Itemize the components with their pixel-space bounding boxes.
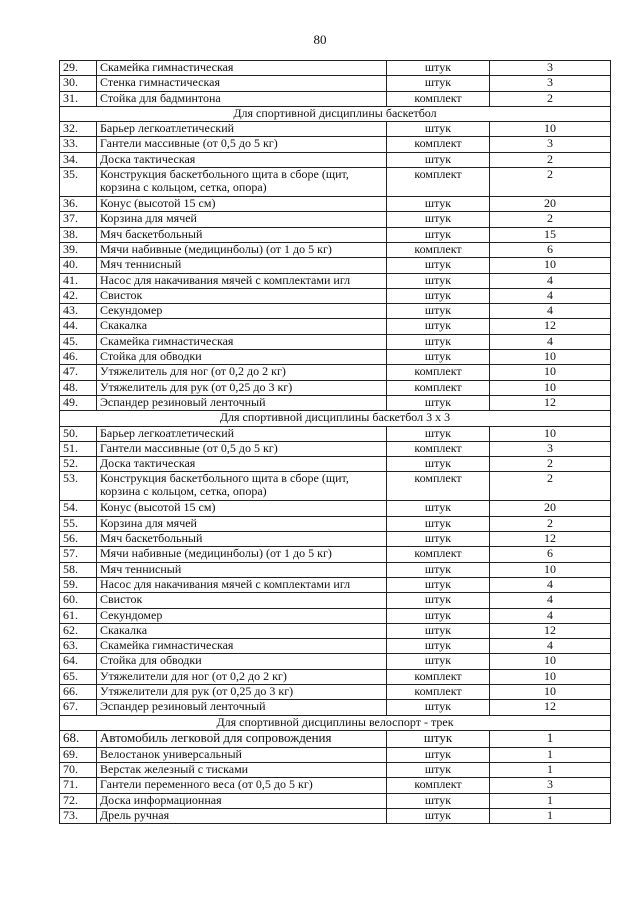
item-name: Конус (высотой 15 см) bbox=[97, 197, 387, 212]
unit-of-measure: комплект bbox=[387, 168, 490, 197]
unit-of-measure: комплект bbox=[387, 242, 490, 257]
row-number: 71. bbox=[60, 778, 97, 793]
quantity: 1 bbox=[490, 747, 611, 762]
quantity: 2 bbox=[490, 516, 611, 531]
unit-of-measure: штук bbox=[387, 457, 490, 472]
quantity: 10 bbox=[490, 654, 611, 669]
row-number: 69. bbox=[60, 747, 97, 762]
item-name: Мяч теннисный bbox=[97, 562, 387, 577]
table-row bbox=[60, 227, 611, 242]
row-number: 33. bbox=[60, 137, 97, 152]
quantity: 4 bbox=[490, 593, 611, 608]
item-name: Насос для накачивания мячей с комплектами игл bbox=[97, 273, 387, 288]
unit-of-measure: комплект bbox=[387, 684, 490, 699]
unit-of-measure: штук bbox=[387, 654, 490, 669]
table-row bbox=[60, 137, 611, 152]
quantity: 4 bbox=[490, 334, 611, 349]
unit-of-measure: штук bbox=[387, 809, 490, 824]
row-number: 34. bbox=[60, 152, 97, 167]
unit-of-measure: штук bbox=[387, 639, 490, 654]
table-row bbox=[60, 639, 611, 654]
quantity: 4 bbox=[490, 273, 611, 288]
section-title: Для спортивной дисциплины баскетбол bbox=[60, 106, 611, 121]
item-name: Стенка гимнастическая bbox=[97, 76, 387, 91]
table-row bbox=[60, 197, 611, 212]
table-row bbox=[60, 562, 611, 577]
row-number: 58. bbox=[60, 562, 97, 577]
table-row bbox=[60, 365, 611, 380]
row-number: 30. bbox=[60, 76, 97, 91]
unit-of-measure: штук bbox=[387, 319, 490, 334]
quantity: 1 bbox=[490, 809, 611, 824]
table-row bbox=[60, 501, 611, 516]
unit-of-measure: комплект bbox=[387, 380, 490, 395]
item-name: Стойка для обводки bbox=[97, 654, 387, 669]
table-row bbox=[60, 778, 611, 793]
equipment-table-body bbox=[60, 61, 611, 824]
unit-of-measure: штук bbox=[387, 350, 490, 365]
row-number: 57. bbox=[60, 547, 97, 562]
quantity: 10 bbox=[490, 350, 611, 365]
table-row bbox=[60, 319, 611, 334]
table-row bbox=[60, 61, 611, 76]
item-name: Велостанок универсальный bbox=[97, 747, 387, 762]
item-name: Эспандер резиновый ленточный bbox=[97, 395, 387, 410]
unit-of-measure: штук bbox=[387, 334, 490, 349]
table-row bbox=[60, 152, 611, 167]
row-number: 49. bbox=[60, 395, 97, 410]
quantity: 12 bbox=[490, 623, 611, 638]
unit-of-measure: штук bbox=[387, 608, 490, 623]
item-name: Мяч баскетбольный bbox=[97, 227, 387, 242]
quantity: 10 bbox=[490, 562, 611, 577]
unit-of-measure: комплект bbox=[387, 91, 490, 106]
item-name: Барьер легкоатлетический bbox=[97, 426, 387, 441]
unit-of-measure: комплект bbox=[387, 441, 490, 456]
quantity: 2 bbox=[490, 457, 611, 472]
section-row bbox=[60, 106, 611, 121]
quantity: 2 bbox=[490, 91, 611, 106]
unit-of-measure: комплект bbox=[387, 137, 490, 152]
item-name: Гантели массивные (от 0,5 до 5 кг) bbox=[97, 441, 387, 456]
section-title: Для спортивной дисциплины велоспорт - трек bbox=[60, 715, 611, 730]
quantity: 1 bbox=[490, 763, 611, 778]
row-number: 56. bbox=[60, 532, 97, 547]
quantity: 20 bbox=[490, 501, 611, 516]
quantity: 10 bbox=[490, 380, 611, 395]
row-number: 45. bbox=[60, 334, 97, 349]
quantity: 3 bbox=[490, 61, 611, 76]
table-row bbox=[60, 593, 611, 608]
unit-of-measure: штук bbox=[387, 76, 490, 91]
quantity: 12 bbox=[490, 395, 611, 410]
table-row bbox=[60, 608, 611, 623]
row-number: 37. bbox=[60, 212, 97, 227]
item-name: Гантели переменного веса (от 0,5 до 5 кг) bbox=[97, 778, 387, 793]
row-number: 68. bbox=[60, 730, 97, 747]
item-name: Скакалка bbox=[97, 623, 387, 638]
quantity: 1 bbox=[490, 793, 611, 808]
quantity: 3 bbox=[490, 441, 611, 456]
row-number: 64. bbox=[60, 654, 97, 669]
item-name: Мячи набивные (медицинболы) (от 1 до 5 кг) bbox=[97, 242, 387, 257]
row-number: 43. bbox=[60, 304, 97, 319]
quantity: 4 bbox=[490, 608, 611, 623]
row-number: 46. bbox=[60, 350, 97, 365]
item-name: Насос для накачивания мячей с комплектами игл bbox=[97, 577, 387, 592]
unit-of-measure: штук bbox=[387, 227, 490, 242]
unit-of-measure: штук bbox=[387, 730, 490, 747]
quantity: 6 bbox=[490, 242, 611, 257]
section-row bbox=[60, 411, 611, 426]
unit-of-measure: штук bbox=[387, 532, 490, 547]
quantity: 15 bbox=[490, 227, 611, 242]
quantity: 4 bbox=[490, 639, 611, 654]
item-name: Барьер легкоатлетический bbox=[97, 122, 387, 137]
quantity: 12 bbox=[490, 319, 611, 334]
unit-of-measure: штук bbox=[387, 152, 490, 167]
item-name: Корзина для мячей bbox=[97, 212, 387, 227]
row-number: 47. bbox=[60, 365, 97, 380]
table-row bbox=[60, 258, 611, 273]
table-row bbox=[60, 242, 611, 257]
quantity: 4 bbox=[490, 288, 611, 303]
item-name: Скамейка гимнастическая bbox=[97, 639, 387, 654]
table-row bbox=[60, 684, 611, 699]
row-number: 35. bbox=[60, 168, 97, 197]
quantity: 12 bbox=[490, 532, 611, 547]
quantity: 10 bbox=[490, 258, 611, 273]
item-name: Скамейка гимнастическая bbox=[97, 61, 387, 76]
table-row bbox=[60, 669, 611, 684]
item-name: Свисток bbox=[97, 593, 387, 608]
unit-of-measure: штук bbox=[387, 258, 490, 273]
item-name: Дрель ручная bbox=[97, 809, 387, 824]
row-number: 55. bbox=[60, 516, 97, 531]
item-name: Скамейка гимнастическая bbox=[97, 334, 387, 349]
table-row bbox=[60, 304, 611, 319]
row-number: 50. bbox=[60, 426, 97, 441]
unit-of-measure: штук bbox=[387, 747, 490, 762]
unit-of-measure: штук bbox=[387, 61, 490, 76]
unit-of-measure: комплект bbox=[387, 472, 490, 501]
item-name: Утяжелители для ног (от 0,2 до 2 кг) bbox=[97, 669, 387, 684]
table-row bbox=[60, 168, 611, 197]
row-number: 48. bbox=[60, 380, 97, 395]
item-name: Свисток bbox=[97, 288, 387, 303]
unit-of-measure: штук bbox=[387, 562, 490, 577]
table-row bbox=[60, 380, 611, 395]
unit-of-measure: штук bbox=[387, 426, 490, 441]
quantity: 10 bbox=[490, 122, 611, 137]
unit-of-measure: комплект bbox=[387, 365, 490, 380]
table-row bbox=[60, 763, 611, 778]
quantity: 10 bbox=[490, 684, 611, 699]
quantity: 4 bbox=[490, 304, 611, 319]
table-row bbox=[60, 350, 611, 365]
item-name: Секундомер bbox=[97, 304, 387, 319]
row-number: 60. bbox=[60, 593, 97, 608]
table-row bbox=[60, 122, 611, 137]
item-name: Утяжелитель для рук (от 0,25 до 3 кг) bbox=[97, 380, 387, 395]
row-number: 72. bbox=[60, 793, 97, 808]
item-name: Конструкция баскетбольного щита в сборе (щит, корзина с кольцом, сетка, опора) bbox=[97, 168, 387, 197]
item-name: Утяжелители для рук (от 0,25 до 3 кг) bbox=[97, 684, 387, 699]
quantity: 10 bbox=[490, 365, 611, 380]
item-name: Мяч теннисный bbox=[97, 258, 387, 273]
row-number: 59. bbox=[60, 577, 97, 592]
table-row bbox=[60, 441, 611, 456]
table-row bbox=[60, 547, 611, 562]
row-number: 42. bbox=[60, 288, 97, 303]
unit-of-measure: штук bbox=[387, 212, 490, 227]
item-name: Доска информационная bbox=[97, 793, 387, 808]
item-name: Мячи набивные (медицинболы) (от 1 до 5 кг) bbox=[97, 547, 387, 562]
quantity: 3 bbox=[490, 76, 611, 91]
item-name: Гантели массивные (от 0,5 до 5 кг) bbox=[97, 137, 387, 152]
table-row bbox=[60, 273, 611, 288]
quantity: 10 bbox=[490, 669, 611, 684]
table-row bbox=[60, 577, 611, 592]
unit-of-measure: штук bbox=[387, 395, 490, 410]
table-row bbox=[60, 809, 611, 824]
quantity: 6 bbox=[490, 547, 611, 562]
item-name: Корзина для мячей bbox=[97, 516, 387, 531]
item-name: Стойка для обводки bbox=[97, 350, 387, 365]
row-number: 41. bbox=[60, 273, 97, 288]
page-number: 80 bbox=[313, 32, 327, 47]
table-row bbox=[60, 457, 611, 472]
item-name: Секундомер bbox=[97, 608, 387, 623]
table-row bbox=[60, 334, 611, 349]
quantity: 3 bbox=[490, 137, 611, 152]
item-name: Мяч баскетбольный bbox=[97, 532, 387, 547]
quantity: 2 bbox=[490, 152, 611, 167]
table-row bbox=[60, 472, 611, 501]
unit-of-measure: штук bbox=[387, 623, 490, 638]
row-number: 65. bbox=[60, 669, 97, 684]
row-number: 51. bbox=[60, 441, 97, 456]
table-row bbox=[60, 532, 611, 547]
unit-of-measure: штук bbox=[387, 273, 490, 288]
item-name: Эспандер резиновый ленточный bbox=[97, 700, 387, 715]
section-title: Для спортивной дисциплины баскетбол 3 х 3 bbox=[60, 411, 611, 426]
quantity: 4 bbox=[490, 577, 611, 592]
row-number: 63. bbox=[60, 639, 97, 654]
equipment-table bbox=[59, 60, 611, 824]
unit-of-measure: штук bbox=[387, 288, 490, 303]
table-row bbox=[60, 288, 611, 303]
unit-of-measure: штук bbox=[387, 577, 490, 592]
row-number: 29. bbox=[60, 61, 97, 76]
row-number: 73. bbox=[60, 809, 97, 824]
quantity: 10 bbox=[490, 426, 611, 441]
row-number: 52. bbox=[60, 457, 97, 472]
unit-of-measure: штук bbox=[387, 122, 490, 137]
table-row bbox=[60, 747, 611, 762]
row-number: 61. bbox=[60, 608, 97, 623]
table-row bbox=[60, 623, 611, 638]
item-name: Автомобиль легковой для сопровождения bbox=[97, 730, 387, 747]
unit-of-measure: штук bbox=[387, 793, 490, 808]
table-row bbox=[60, 516, 611, 531]
unit-of-measure: штук bbox=[387, 516, 490, 531]
section-row bbox=[60, 715, 611, 730]
row-number: 67. bbox=[60, 700, 97, 715]
table-row bbox=[60, 730, 611, 747]
item-name: Доска тактическая bbox=[97, 152, 387, 167]
unit-of-measure: комплект bbox=[387, 669, 490, 684]
item-name: Конструкция баскетбольного щита в сборе (щит, корзина с кольцом, сетка, опора) bbox=[97, 472, 387, 501]
table-row bbox=[60, 91, 611, 106]
quantity: 20 bbox=[490, 197, 611, 212]
table-row bbox=[60, 654, 611, 669]
table-row bbox=[60, 76, 611, 91]
item-name: Верстак железный с тисками bbox=[97, 763, 387, 778]
unit-of-measure: штук bbox=[387, 763, 490, 778]
item-name: Конус (высотой 15 см) bbox=[97, 501, 387, 516]
quantity: 2 bbox=[490, 212, 611, 227]
item-name: Доска тактическая bbox=[97, 457, 387, 472]
item-name: Скакалка bbox=[97, 319, 387, 334]
table-row bbox=[60, 426, 611, 441]
table-row bbox=[60, 700, 611, 715]
quantity: 1 bbox=[490, 730, 611, 747]
unit-of-measure: штук bbox=[387, 501, 490, 516]
quantity: 3 bbox=[490, 778, 611, 793]
unit-of-measure: штук bbox=[387, 700, 490, 715]
table-row bbox=[60, 793, 611, 808]
row-number: 36. bbox=[60, 197, 97, 212]
item-name: Утяжелитель для ног (от 0,2 до 2 кг) bbox=[97, 365, 387, 380]
item-name: Стойка для бадминтона bbox=[97, 91, 387, 106]
unit-of-measure: комплект bbox=[387, 547, 490, 562]
row-number: 62. bbox=[60, 623, 97, 638]
row-number: 32. bbox=[60, 122, 97, 137]
row-number: 39. bbox=[60, 242, 97, 257]
unit-of-measure: штук bbox=[387, 304, 490, 319]
quantity: 12 bbox=[490, 700, 611, 715]
row-number: 54. bbox=[60, 501, 97, 516]
row-number: 31. bbox=[60, 91, 97, 106]
row-number: 66. bbox=[60, 684, 97, 699]
unit-of-measure: комплект bbox=[387, 778, 490, 793]
row-number: 53. bbox=[60, 472, 97, 501]
row-number: 44. bbox=[60, 319, 97, 334]
unit-of-measure: штук bbox=[387, 197, 490, 212]
table-row bbox=[60, 395, 611, 410]
unit-of-measure: штук bbox=[387, 593, 490, 608]
row-number: 70. bbox=[60, 763, 97, 778]
quantity: 2 bbox=[490, 472, 611, 501]
table-row bbox=[60, 212, 611, 227]
quantity: 2 bbox=[490, 168, 611, 197]
row-number: 38. bbox=[60, 227, 97, 242]
row-number: 40. bbox=[60, 258, 97, 273]
